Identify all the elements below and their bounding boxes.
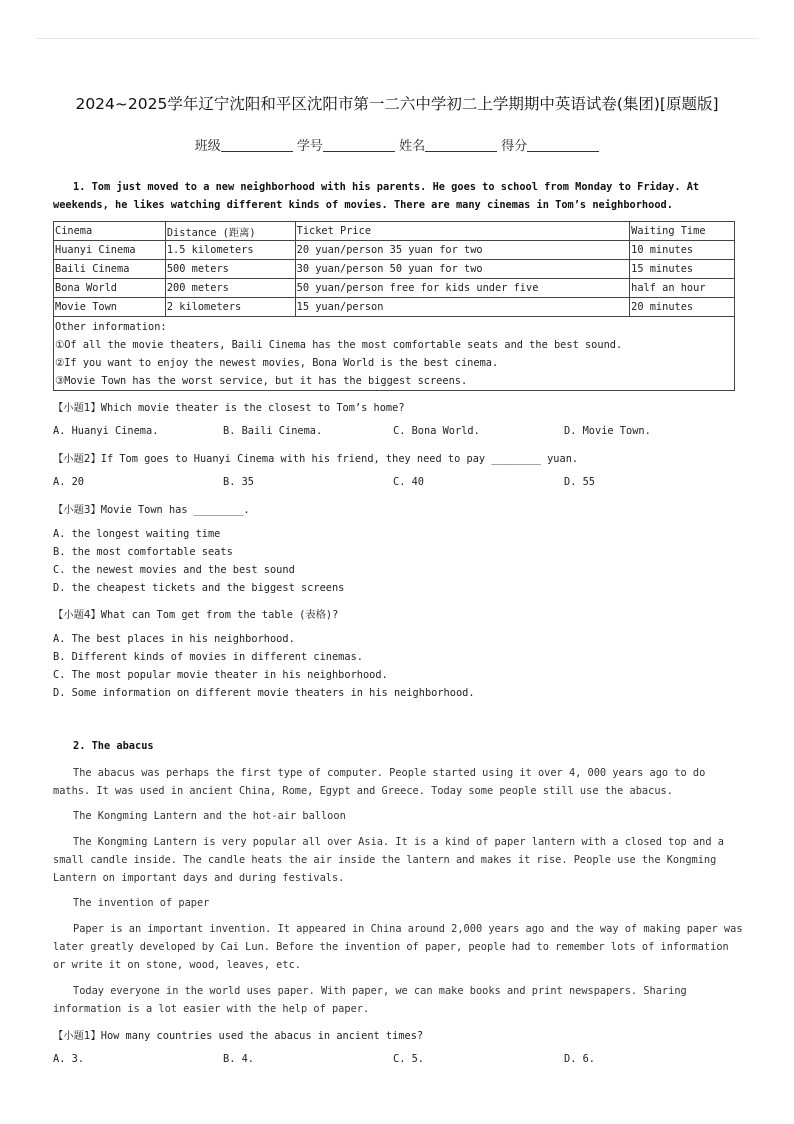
other-info-item: ②If you want to enjoy the newest movies, Bona World is the best cinema. <box>55 357 499 369</box>
option-d[interactable]: D. 6. <box>564 1053 595 1065</box>
student-info-line <box>0 135 794 154</box>
option-b[interactable]: B. Baili Cinema. <box>223 425 323 437</box>
table-cell: Bona World <box>54 279 166 298</box>
option-b[interactable]: B. 4. <box>223 1053 254 1065</box>
sub-question-1-1: 【小题1】Which movie theater is the closest to Tom’s home? <box>53 402 405 414</box>
table-row <box>54 260 735 279</box>
option-a[interactable]: A. the longest waiting time <box>53 528 221 540</box>
other-info-row <box>54 317 735 391</box>
other-info-title: Other information: <box>55 321 167 333</box>
question-2-heading: 2. The abacus <box>73 740 154 752</box>
passage-paragraph: The Kongming Lantern is very popular all over Asia. It is a kind of paper lantern with a closed top and a small candle inside. The candle heats the air inside the lantern and makes it rise. People use the Kongming Lantern on important days and during festivals. <box>53 836 724 884</box>
table-header-cell: Ticket Price <box>295 222 630 241</box>
other-info-item: ①Of all the movie theaters, Baili Cinema has the most comfortable seats and the best sound. <box>55 339 623 351</box>
table-cell: 10 minutes <box>630 241 735 260</box>
table-header-cell: Waiting Time <box>630 222 735 241</box>
table-header-row <box>54 222 735 241</box>
sub-question-2-1: 【小题1】How many countries used the abacus in ancient times? <box>53 1030 424 1042</box>
other-info-item: ③Movie Town has the worst service, but it has the biggest screens. <box>55 375 468 387</box>
options-1-3 <box>53 525 344 597</box>
passage-subheading: The Kongming Lantern and the hot-air balloon <box>73 810 346 822</box>
sub-question-1-3: 【小题3】Movie Town has ________. <box>53 504 250 516</box>
passage-subheading: The invention of paper <box>73 897 210 909</box>
table-cell: Movie Town <box>54 298 166 317</box>
option-c[interactable]: C. The most popular movie theater in his neighborhood. <box>53 669 388 681</box>
table-row <box>54 241 735 260</box>
passage-paragraph: Today everyone in the world uses paper. With paper, we can make books and print newspapers. Sharing information is a lot easier with the help of paper. <box>53 985 687 1015</box>
sub-question-1-4: 【小题4】What can Tom get from the table (表格)? <box>53 609 339 621</box>
table-cell: 2 kilometers <box>165 298 295 317</box>
table-row <box>54 279 735 298</box>
option-c[interactable]: C. the newest movies and the best sound <box>53 564 295 576</box>
question-1-intro <box>53 178 743 214</box>
score-field[interactable]: 得分 <box>501 135 599 154</box>
page-title: 2024~2025学年辽宁沈阳和平区沈阳市第一二六中学初二上学期期中英语试卷(集团)[原题版] <box>75 95 719 113</box>
table-cell: 15 yuan/person <box>295 298 630 317</box>
table-header-cell: Cinema <box>54 222 166 241</box>
option-d[interactable]: D. Some information on different movie theaters in his neighborhood. <box>53 687 475 699</box>
sub-question-1-2: 【小题2】If Tom goes to Huanyi Cinema with his friend, they need to pay ________ yuan. <box>53 453 579 465</box>
student-id-field[interactable]: 学号 <box>297 135 395 154</box>
option-a[interactable]: A. Huanyi Cinema. <box>53 425 159 437</box>
table-cell: half an hour <box>630 279 735 298</box>
option-d[interactable]: D. the cheapest tickets and the biggest screens <box>53 582 345 594</box>
option-b[interactable]: B. the most comfortable seats <box>53 546 233 558</box>
option-d[interactable]: D. Movie Town. <box>564 425 651 437</box>
option-d[interactable]: D. 55 <box>564 476 595 488</box>
header-divider <box>36 38 758 39</box>
passage-paragraph: Paper is an important invention. It appeared in China around 2,000 years ago and the way of making paper was later greatly developed by Cai Lun. Before the invention of paper, people had to remember lots of information or write it on stone, wood, leaves, etc. <box>53 923 743 971</box>
table-cell: 50 yuan/person free for kids under five <box>295 279 630 298</box>
table-cell: 200 meters <box>165 279 295 298</box>
other-info-cell <box>54 317 735 391</box>
class-field[interactable]: 班级 <box>195 135 293 154</box>
option-a[interactable]: A. 20 <box>53 476 84 488</box>
option-b[interactable]: B. Different kinds of movies in different cinemas. <box>53 651 363 663</box>
option-c[interactable]: C. 5. <box>393 1053 424 1065</box>
option-b[interactable]: B. 35 <box>223 476 254 488</box>
option-a[interactable]: A. 3. <box>53 1053 84 1065</box>
table-cell: Huanyi Cinema <box>54 241 166 260</box>
table-cell: 500 meters <box>165 260 295 279</box>
option-c[interactable]: C. Bona World. <box>393 425 480 437</box>
cinema-table <box>53 221 735 391</box>
table-cell: 20 yuan/person 35 yuan for two <box>295 241 630 260</box>
table-header-cell: Distance (距离) <box>165 222 295 241</box>
table-cell: 15 minutes <box>630 260 735 279</box>
passage-paragraph: The abacus was perhaps the first type of computer. People started using it over 4, 000 years ago to do maths. It was used in ancient China, Rome, Egypt and Greece. Today some people still use the abacus. <box>53 767 706 797</box>
question-number: 1. <box>73 181 86 193</box>
intro-text: Tom just moved to a new neighborhood with his parents. He goes to school from Monday to Friday. At weekends, he likes watching different kinds of movies. There are many cinemas in Tom’s neighborhood. <box>53 181 700 211</box>
option-c[interactable]: C. 40 <box>393 476 424 488</box>
table-cell: 30 yuan/person 50 yuan for two <box>295 260 630 279</box>
name-field[interactable]: 姓名 <box>399 135 497 154</box>
table-cell: 20 minutes <box>630 298 735 317</box>
option-a[interactable]: A. The best places in his neighborhood. <box>53 633 295 645</box>
table-row <box>54 298 735 317</box>
table-cell: 1.5 kilometers <box>165 241 295 260</box>
options-1-4 <box>53 630 475 702</box>
table-cell: Baili Cinema <box>54 260 166 279</box>
